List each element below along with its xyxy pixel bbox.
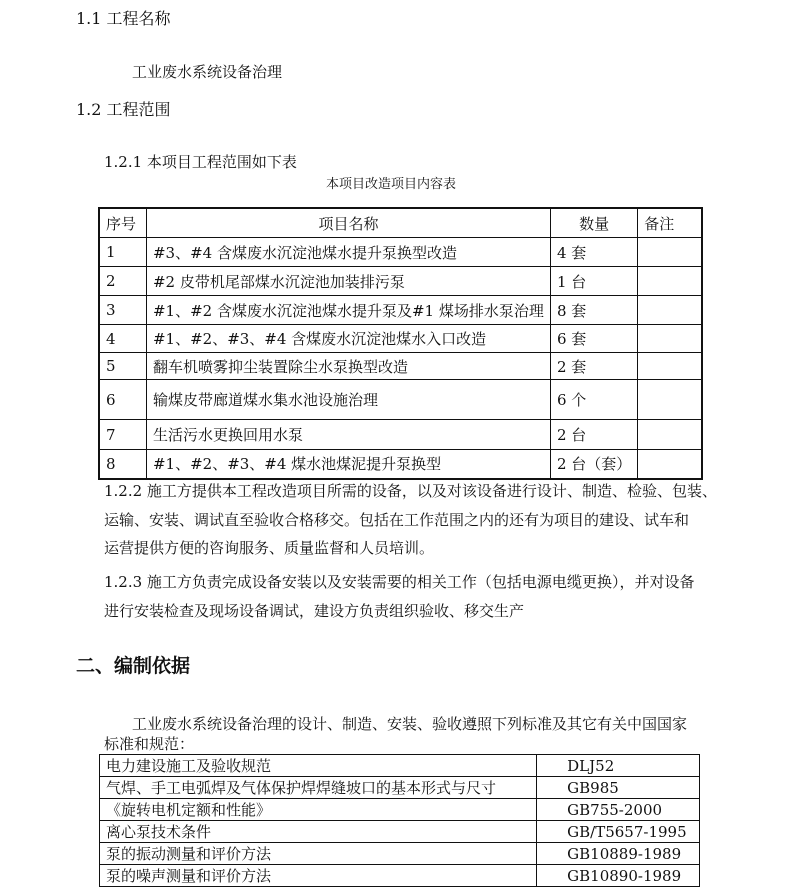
text-line: 1.2.3 施工方负责完成设备安装以及安装需要的相关工作（包括电源电缆更换），并对设备 (104, 573, 695, 591)
header-note: 备注 (638, 208, 702, 238)
project-name: 工业废水系统设备治理 (132, 63, 283, 81)
table-row (99, 267, 702, 296)
cell-no: 4 (99, 325, 146, 353)
text-line: 运输、安装、调试直至验收合格移交。包括在工作范围之内的还有为项目的建设、试车和 (104, 510, 690, 529)
cell-note (638, 450, 702, 479)
cell-no: 8 (99, 450, 146, 479)
header-name: 项目名称 (146, 208, 550, 238)
cell-qty: 8 套 (550, 296, 637, 325)
table-row (100, 865, 700, 887)
table-row (100, 843, 700, 865)
cell-no: 3 (99, 296, 146, 325)
table-row (99, 325, 702, 353)
cell-name: #2 皮带机尾部煤水沉淀池加装排污泵 (146, 267, 550, 296)
cell-name: #3、#4 含煤废水沉淀池煤水提升泵换型改造 (146, 238, 550, 267)
cell-qty: 6 个 (550, 380, 637, 420)
cell-qty: 2 台 (550, 420, 637, 450)
scope-table (98, 207, 703, 480)
section-1-2-title: 1.2 工程范围 (76, 100, 171, 119)
table-row (100, 821, 700, 843)
section-2-intro-line1: 工业废水系统设备治理的设计、制造、安装、验收遵照下列标准及其它有关中国国家 (132, 715, 688, 733)
standard-code: GB755-2000 (537, 799, 700, 821)
standard-name: 离心泵技术条件 (100, 821, 537, 843)
cell-no: 7 (99, 420, 146, 450)
table-row (99, 450, 702, 479)
cell-qty: 2 台（套） (550, 450, 637, 479)
cell-qty: 2 套 (550, 353, 637, 380)
table-row (99, 296, 702, 325)
cell-no: 2 (99, 267, 146, 296)
section-2-heading: 二、编制依据 (76, 655, 191, 677)
cell-name: #1、#2、#3、#4 煤水池煤泥提升泵换型 (146, 450, 550, 479)
text-line: 运营提供方便的咨询服务、质量监督和人员培训。 (104, 539, 435, 557)
cell-note (638, 420, 702, 450)
paragraph-1-2-3 (104, 568, 694, 625)
table-caption: 本项目改造项目内容表 (326, 177, 457, 192)
table-row (99, 380, 702, 420)
cell-no: 5 (99, 353, 146, 380)
header-qty: 数量 (550, 208, 637, 238)
paragraph-1-2-2 (104, 477, 717, 563)
standard-name: 电力建设施工及验收规范 (100, 755, 537, 777)
standard-name: 《旋转电机定额和性能》 (100, 799, 537, 821)
table-row (99, 353, 702, 380)
section-1-2-1-title: 1.2.1 本项目工程范围如下表 (104, 153, 297, 171)
cell-note (638, 325, 702, 353)
table-row (100, 799, 700, 821)
cell-qty: 6 套 (550, 325, 637, 353)
standard-name: 泵的噪声测量和评价方法 (100, 865, 537, 887)
cell-name: 输煤皮带廊道煤水集水池设施治理 (146, 380, 550, 420)
section-2-intro-line2: 标准和规范： (104, 735, 195, 753)
cell-no: 1 (99, 238, 146, 267)
cell-no: 6 (99, 380, 146, 420)
cell-note (638, 380, 702, 420)
standard-name: 泵的振动测量和评价方法 (100, 843, 537, 865)
table-row (99, 238, 702, 267)
standard-code: GB/T5657-1995 (537, 821, 700, 843)
cell-qty: 1 台 (550, 267, 637, 296)
standard-code: GB985 (537, 777, 700, 799)
standard-name: 气焊、手工电弧焊及气体保护焊焊缝坡口的基本形式与尺寸 (100, 777, 537, 799)
cell-qty: 4 套 (550, 238, 637, 267)
cell-note (638, 353, 702, 380)
standard-code: GB10890-1989 (537, 865, 700, 887)
section-1-1-title: 1.1 工程名称 (76, 9, 171, 28)
cell-note (638, 238, 702, 267)
cell-name: 翻车机喷雾抑尘装置除尘水泵换型改造 (146, 353, 550, 380)
table-row (100, 755, 700, 777)
text-line: 1.2.2 施工方提供本工程改造项目所需的设备，以及对该设备进行设计、制造、检验、包装、 (104, 482, 717, 500)
text-line: 进行安装检查及现场设备调试，建设方负责组织验收、移交生产 (104, 601, 525, 620)
cell-name: #1、#2、#3、#4 含煤废水沉淀池煤水入口改造 (146, 325, 550, 353)
standards-table (99, 754, 700, 887)
cell-name: #1、#2 含煤废水沉淀池煤水提升泵及#1 煤场排水泵治理 (146, 296, 550, 325)
cell-note (638, 267, 702, 296)
standard-code: DLJ52 (537, 755, 700, 777)
table-header-row (99, 208, 702, 238)
cell-name: 生活污水更换回用水泵 (146, 420, 550, 450)
cell-note (638, 296, 702, 325)
header-no: 序号 (99, 208, 146, 238)
table-row (99, 420, 702, 450)
table-row (100, 777, 700, 799)
standard-code: GB10889-1989 (537, 843, 700, 865)
